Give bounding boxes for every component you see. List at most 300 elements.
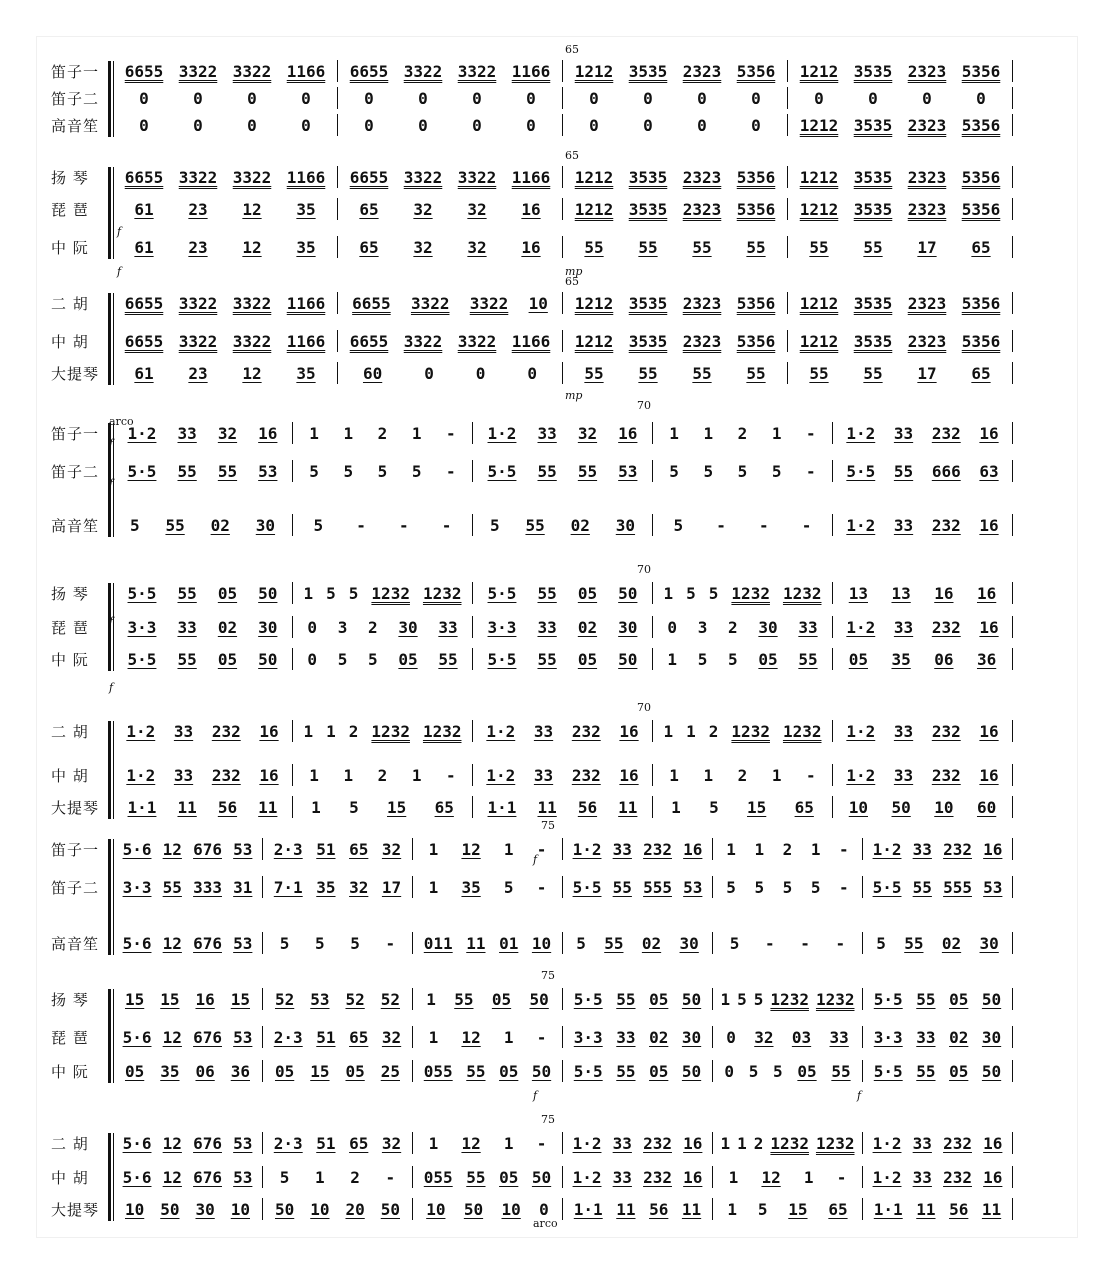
note-group: 17: [917, 237, 937, 257]
note-group: 1: [810, 839, 821, 859]
note-group: 55: [809, 363, 829, 383]
measure: [653, 764, 833, 786]
instrument-label: 中 胡: [51, 333, 89, 351]
note-group: 12: [761, 1167, 781, 1187]
note-group: 232: [943, 1167, 972, 1187]
measure: [833, 422, 1013, 444]
note-group: 1212: [574, 199, 614, 219]
note-group: 3·3: [873, 1027, 903, 1047]
measure: [653, 460, 833, 482]
note-group: 5: [309, 461, 319, 481]
staff-row-zhongruan: [37, 1059, 1037, 1083]
note-group: 3322: [232, 61, 272, 81]
note-group: 5: [876, 933, 886, 953]
note-group: 16: [619, 721, 639, 741]
note-group: 232: [571, 721, 601, 741]
note-group: 3535: [628, 331, 668, 351]
note-group: 5356: [736, 199, 776, 219]
measure: [293, 582, 473, 604]
note-group: 676: [193, 933, 222, 953]
measure: [293, 796, 473, 818]
measure: [713, 1026, 863, 1048]
note-group: 5: [753, 989, 764, 1009]
note-group: -: [385, 1167, 396, 1187]
note-group: 16: [618, 423, 638, 443]
note-group: 3322: [457, 61, 497, 81]
note-group: 61: [134, 237, 154, 257]
note-group: 51: [316, 1027, 336, 1047]
instrument-label: 笛子一: [51, 63, 100, 81]
note-group: 0: [472, 115, 482, 135]
staff-row-dizi1: [37, 421, 1037, 445]
note-group: 17: [917, 363, 937, 383]
note-group: 0: [247, 115, 257, 135]
staff-row-sheng: [37, 113, 1037, 137]
measure: [563, 87, 788, 109]
note-group: 1: [309, 423, 319, 443]
measure: [473, 796, 653, 818]
measure-strip: [113, 1165, 1013, 1189]
measure: [563, 236, 788, 258]
note-group: 232: [931, 423, 961, 443]
note-group: 33: [177, 617, 197, 637]
note-group: -: [716, 515, 726, 535]
note-group: 05: [577, 649, 598, 669]
note-group: 232: [943, 839, 972, 859]
note-group: 35: [316, 877, 336, 897]
note-group: 1: [771, 423, 782, 443]
note-group: 55: [162, 877, 182, 897]
note-group: 1232: [782, 583, 822, 603]
note-group: 50: [258, 583, 278, 603]
note-group: 32: [413, 199, 433, 219]
note-group: 55: [537, 649, 557, 669]
note-group: 50: [681, 1061, 702, 1081]
staff-row-dizi2: [37, 875, 1037, 899]
note-group: 60: [976, 797, 997, 817]
note-group: 55: [537, 461, 557, 481]
note-group: 55: [466, 1167, 486, 1187]
measure-strip: [113, 1197, 1013, 1221]
measure: [653, 720, 833, 742]
note-group: 50: [531, 1061, 552, 1081]
measure-strip: [113, 931, 1013, 955]
measure: [113, 362, 338, 384]
note-group: 55: [692, 237, 712, 257]
instrument-label: 高音笙: [51, 517, 100, 535]
note-group: 0: [589, 115, 599, 135]
note-group: 3322: [457, 331, 497, 351]
measure: [113, 1166, 263, 1188]
note-group: 55: [584, 363, 604, 383]
dynamic-marking: f: [857, 1089, 862, 1102]
note-group: 33: [798, 617, 818, 637]
measure: [113, 514, 293, 536]
note-group: 5·5: [127, 461, 157, 481]
note-group: 3322: [232, 331, 272, 351]
note-group: 32: [381, 1027, 402, 1047]
note-group: 55: [916, 989, 936, 1009]
note-group: 55: [604, 933, 624, 953]
note-group: 52: [274, 989, 295, 1009]
note-group: 02: [949, 1027, 969, 1047]
note-group: 5356: [961, 199, 1001, 219]
note-group: 12: [461, 1133, 481, 1153]
note-group: 5: [709, 797, 719, 817]
note-group: 61: [134, 363, 154, 383]
note-group: 555: [643, 877, 672, 897]
note-group: 33: [612, 839, 632, 859]
staff-row-dizi2: [37, 86, 1037, 110]
note-group: 5: [737, 989, 747, 1009]
note-group: 2323: [907, 293, 947, 313]
measure: [293, 764, 473, 786]
measure: [713, 838, 863, 860]
note-group: 16: [683, 1133, 703, 1153]
note-group: -: [835, 933, 846, 953]
measure: [833, 460, 1013, 482]
note-group: 1: [663, 721, 674, 741]
note-group: 2·3: [273, 839, 303, 859]
dynamic-marking: f: [109, 477, 114, 490]
note-group: 1: [428, 839, 439, 859]
measure: [113, 1132, 263, 1154]
note-group: 5: [673, 515, 684, 535]
note-group: 3: [337, 617, 348, 637]
dynamic-marking: f: [109, 437, 114, 450]
note-group: 15: [788, 1199, 808, 1219]
note-group: 2·3: [273, 1133, 303, 1153]
note-group: 65: [359, 237, 379, 257]
note-group: 2: [737, 423, 748, 443]
measure: [413, 876, 563, 898]
rehearsal-number: 65: [565, 275, 579, 288]
measure: [113, 932, 263, 954]
note-group: 55: [466, 1061, 486, 1081]
note-group: 10: [934, 797, 954, 817]
note-group: 5: [748, 1061, 759, 1081]
staff-row-sheng: [37, 513, 1037, 537]
measure-strip: [113, 795, 1013, 819]
instrument-label: 琵 琶: [51, 619, 89, 637]
note-group: 05: [124, 1061, 145, 1081]
note-group: 65: [971, 237, 991, 257]
measure: [113, 1198, 263, 1220]
staff-row-pipa: [37, 615, 1037, 639]
note-group: 1232: [422, 721, 462, 741]
measure: [113, 582, 293, 604]
note-group: 2323: [682, 61, 722, 81]
note-group: 16: [983, 839, 1003, 859]
score-system: [37, 421, 1037, 539]
note-group: 676: [193, 1027, 222, 1047]
note-group: 1·2: [127, 423, 157, 443]
note-group: 11: [537, 797, 557, 817]
note-group: 0: [751, 115, 761, 135]
note-group: 05: [217, 583, 238, 603]
note-group: 55: [912, 877, 932, 897]
note-group: 56: [649, 1199, 669, 1219]
measure: [413, 988, 563, 1010]
note-group: 65: [828, 1199, 848, 1219]
note-group: 5: [757, 1199, 768, 1219]
instrument-label: 高音笙: [51, 935, 100, 953]
measure: [113, 60, 338, 82]
note-group: 36: [230, 1061, 250, 1081]
rehearsal-number: 70: [637, 701, 651, 714]
note-group: 6655: [124, 331, 164, 351]
staff-row-daqin: [37, 361, 1037, 385]
note-group: 3322: [403, 61, 443, 81]
note-group: 32: [381, 1133, 402, 1153]
note-group: 1: [728, 1167, 739, 1187]
note-group: 1: [411, 423, 422, 443]
note-group: 5·5: [846, 461, 876, 481]
note-group: 05: [217, 649, 238, 669]
note-group: 55: [893, 461, 914, 481]
rehearsal-number: 70: [637, 399, 651, 412]
note-group: 1·1: [873, 1199, 903, 1219]
measure: [788, 292, 1013, 314]
measure: [713, 1132, 863, 1154]
note-group: 2: [350, 1167, 360, 1187]
note-group: 53: [233, 933, 253, 953]
note-group: 30: [255, 515, 276, 535]
measure: [713, 1060, 863, 1082]
note-group: 5: [326, 583, 336, 603]
note-group: 30: [979, 933, 999, 953]
note-group: 5·5: [127, 583, 157, 603]
measure: [263, 1198, 413, 1220]
note-group: 1·2: [572, 1167, 602, 1187]
note-group: 33: [537, 617, 557, 637]
note-group: 5·5: [873, 989, 903, 1009]
note-group: 55: [831, 1061, 851, 1081]
note-group: 65: [794, 797, 814, 817]
note-group: 6655: [124, 61, 164, 81]
note-group: 5·5: [573, 989, 603, 1009]
instrument-label: 高音笙: [51, 117, 100, 135]
note-group: 05: [274, 1061, 295, 1081]
note-group: 15: [747, 797, 767, 817]
note-group: 1212: [799, 61, 839, 81]
staff-row-erhu: [37, 1131, 1037, 1155]
measure-strip: [113, 235, 1013, 259]
staff-row-zhonghu: [37, 329, 1037, 353]
dynamic-marking: mp: [565, 389, 583, 402]
note-group: -: [446, 765, 456, 785]
note-group: 5: [349, 797, 359, 817]
score-page: [36, 36, 1078, 1238]
staff-row-yangqin: [37, 165, 1037, 189]
note-group: 1: [703, 423, 714, 443]
note-group: 16: [521, 237, 541, 257]
score-system: [37, 581, 1037, 673]
note-group: 53: [983, 877, 1003, 897]
note-group: 35: [160, 1061, 180, 1081]
score-system: [37, 291, 1037, 387]
note-group: 12: [461, 1027, 481, 1047]
note-group: 50: [891, 797, 911, 817]
note-group: 5: [737, 461, 748, 481]
note-group: 2323: [682, 293, 722, 313]
note-group: 1232: [422, 583, 462, 603]
note-group: 5: [313, 515, 324, 535]
note-group: 3535: [853, 61, 893, 81]
note-group: 30: [258, 617, 278, 637]
note-group: 11: [981, 1199, 1002, 1219]
note-group: 6655: [349, 331, 389, 351]
instrument-label: 中 阮: [51, 239, 89, 257]
measure: [338, 166, 563, 188]
note-group: 232: [211, 721, 241, 741]
note-group: 1: [428, 1027, 439, 1047]
note-group: 10: [501, 1199, 521, 1219]
measure: [788, 198, 1013, 220]
measure: [863, 1166, 1013, 1188]
note-group: 33: [893, 721, 914, 741]
measure: [563, 60, 788, 82]
note-group: 16: [683, 1167, 703, 1187]
note-group: 02: [210, 515, 230, 535]
note-group: 5356: [736, 167, 776, 187]
measure: [563, 1026, 713, 1048]
note-group: 10: [531, 933, 552, 953]
measure: [113, 876, 263, 898]
measure: [113, 236, 338, 258]
measure: [563, 1198, 713, 1220]
note-group: 55: [904, 933, 924, 953]
note-group: 11: [258, 797, 278, 817]
measure-strip: [113, 197, 1013, 221]
note-group: 05: [758, 649, 778, 669]
note-group: 1: [703, 765, 714, 785]
note-group: 5: [728, 649, 738, 669]
note-group: 1·2: [572, 1133, 602, 1153]
instrument-label: 笛子一: [51, 841, 100, 859]
measure: [293, 648, 473, 670]
note-group: 35: [296, 237, 316, 257]
staff-row-yangqin: [37, 581, 1037, 605]
measure: [788, 330, 1013, 352]
measure: [113, 648, 293, 670]
note-group: -: [765, 933, 775, 953]
note-group: 1·2: [486, 765, 516, 785]
measure: [113, 114, 338, 136]
note-group: 5·5: [487, 461, 517, 481]
measure: [338, 236, 563, 258]
note-group: 3322: [403, 167, 443, 187]
note-group: 50: [463, 1199, 484, 1219]
note-group: 1·2: [572, 839, 602, 859]
note-group: 32: [217, 423, 238, 443]
measure: [338, 114, 563, 136]
note-group: 50: [981, 1061, 1002, 1081]
note-group: 5·6: [122, 1027, 152, 1047]
note-group: 51: [316, 839, 336, 859]
note-group: 0: [526, 88, 536, 108]
note-group: 12: [242, 199, 262, 219]
note-group: 055: [423, 1167, 453, 1187]
note-group: 1: [303, 583, 314, 603]
note-group: 1: [669, 765, 679, 785]
measure: [713, 1198, 863, 1220]
note-group: -: [446, 423, 456, 443]
note-group: 5: [368, 649, 378, 669]
measure: [113, 330, 338, 352]
measure: [413, 1166, 563, 1188]
note-group: 30: [398, 617, 418, 637]
note-group: 55: [612, 877, 632, 897]
note-group: 232: [931, 515, 961, 535]
note-group: 5356: [961, 115, 1001, 135]
score-system: [37, 987, 1037, 1085]
measure: [863, 1132, 1013, 1154]
note-group: 1·2: [487, 423, 517, 443]
note-group: -: [839, 839, 849, 859]
note-group: 3·3: [573, 1027, 603, 1047]
note-group: 33: [893, 423, 914, 443]
note-group: 5: [697, 649, 708, 669]
note-group: 1166: [511, 167, 551, 187]
measure: [563, 988, 713, 1010]
note-group: 05: [577, 583, 598, 603]
measure: [653, 648, 833, 670]
note-group: 5·6: [122, 1133, 152, 1153]
note-group: 3·3: [487, 617, 517, 637]
note-group: 10: [848, 797, 868, 817]
note-group: 011: [423, 933, 453, 953]
note-group: 50: [618, 649, 638, 669]
note-group: 1: [411, 765, 422, 785]
measure-strip: [113, 615, 1013, 639]
note-group: 1212: [574, 331, 614, 351]
note-group: 676: [193, 1167, 222, 1187]
note-group: 1: [686, 721, 696, 741]
note-group: 1212: [799, 167, 839, 187]
note-group: 10: [124, 1199, 145, 1219]
note-group: 0: [307, 649, 317, 669]
measure: [293, 460, 473, 482]
note-group: 0: [751, 88, 761, 108]
note-group: 1: [343, 423, 354, 443]
measure: [833, 648, 1013, 670]
measure: [263, 1060, 413, 1082]
note-group: 0: [726, 1027, 736, 1047]
note-group: 3322: [469, 293, 509, 313]
measure: [653, 616, 833, 638]
note-group: 1·1: [573, 1199, 603, 1219]
measure: [263, 876, 413, 898]
note-group: 53: [310, 989, 330, 1009]
note-group: 333: [193, 877, 222, 897]
measure: [833, 764, 1013, 786]
note-group: 055: [423, 1061, 453, 1081]
note-group: 32: [413, 237, 433, 257]
note-group: 5: [686, 583, 696, 603]
note-group: 55: [177, 461, 197, 481]
note-group: 3322: [178, 331, 218, 351]
note-group: 15: [124, 989, 145, 1009]
note-group: 02: [941, 933, 962, 953]
instrument-label: 中 阮: [51, 651, 89, 669]
measure: [113, 198, 338, 220]
note-group: 05: [491, 989, 512, 1009]
note-group: 53: [258, 461, 278, 481]
note-group: 10: [426, 1199, 446, 1219]
note-group: 30: [981, 1027, 1002, 1047]
measure-strip: [113, 837, 1013, 861]
